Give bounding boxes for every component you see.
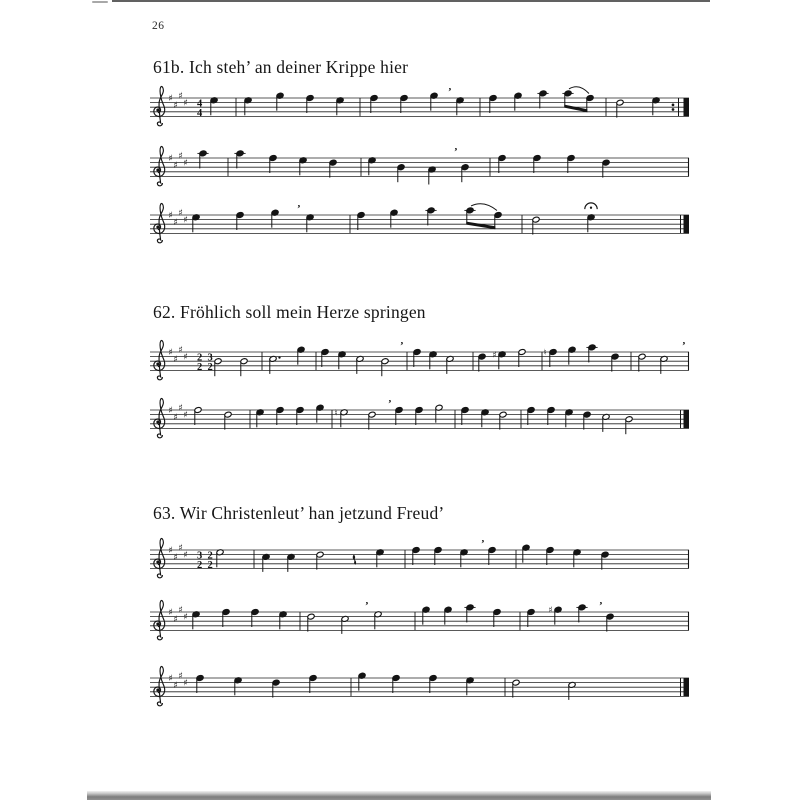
svg-text:♯: ♯ xyxy=(183,352,188,363)
staff-notation xyxy=(148,528,692,592)
treble-clef-icon xyxy=(154,600,165,639)
svg-text:♯: ♯ xyxy=(183,612,188,623)
svg-text:♮: ♮ xyxy=(543,348,547,358)
svg-text:♯: ♯ xyxy=(173,412,178,423)
staff-notation xyxy=(148,136,692,200)
svg-text:♯: ♯ xyxy=(178,345,183,356)
svg-text:♯: ♯ xyxy=(173,100,178,111)
svg-text:♯: ♯ xyxy=(173,160,178,171)
svg-text:♯: ♯ xyxy=(168,348,173,358)
song-title-61b: 61b. Ich steh’ an deiner Krippe hier xyxy=(153,57,409,77)
svg-text:♯: ♯ xyxy=(168,154,173,164)
svg-text:♯: ♯ xyxy=(168,674,173,684)
svg-text:3: 3 xyxy=(207,352,213,364)
treble-clef-icon xyxy=(154,86,165,125)
page-number: 26 xyxy=(152,20,165,32)
svg-text:’: ’ xyxy=(454,146,458,158)
svg-text:2: 2 xyxy=(197,361,203,373)
scan-bottom-page-edge xyxy=(87,791,711,800)
staff-notation xyxy=(148,388,692,452)
svg-text:♯: ♯ xyxy=(178,403,183,414)
svg-text:’: ’ xyxy=(448,86,452,98)
svg-text:♯: ♯ xyxy=(173,354,178,365)
svg-text:2: 2 xyxy=(207,559,213,571)
svg-text:♯: ♯ xyxy=(183,98,188,109)
fermata-icon xyxy=(585,203,597,209)
staff-notation xyxy=(148,590,692,654)
song-title-62: 62. Fröhlich soll mein Herze springen xyxy=(153,302,426,322)
svg-text:♮: ♮ xyxy=(334,408,338,419)
treble-clef-icon xyxy=(154,146,165,185)
staff-notation xyxy=(148,330,692,394)
treble-clef-icon xyxy=(154,340,165,379)
svg-text:2: 2 xyxy=(197,352,203,364)
svg-text:♯: ♯ xyxy=(183,550,188,561)
svg-text:♯: ♯ xyxy=(548,605,553,616)
svg-text:♯: ♯ xyxy=(183,215,188,226)
svg-text:♯: ♯ xyxy=(183,678,188,689)
svg-text:♯: ♯ xyxy=(178,151,183,162)
svg-text:♯: ♯ xyxy=(178,91,183,102)
svg-text:♯: ♯ xyxy=(173,680,178,691)
svg-text:♯: ♯ xyxy=(173,217,178,228)
treble-clef-icon xyxy=(154,666,165,705)
svg-text:’: ’ xyxy=(599,600,603,612)
treble-clef-icon xyxy=(154,398,165,437)
svg-text:♯: ♯ xyxy=(178,208,183,219)
staff-notation xyxy=(148,193,692,257)
svg-text:♯: ♯ xyxy=(178,605,183,616)
quarter-rest-icon xyxy=(353,555,356,565)
svg-text:’: ’ xyxy=(481,538,485,550)
svg-text:’: ’ xyxy=(365,600,369,612)
svg-text:♯: ♯ xyxy=(178,543,183,554)
staff-notation xyxy=(148,76,692,140)
svg-text:♯: ♯ xyxy=(183,158,188,169)
svg-text:♯: ♯ xyxy=(178,671,183,682)
svg-text:♯: ♯ xyxy=(183,410,188,421)
svg-text:♯: ♯ xyxy=(173,552,178,563)
song-title-63: 63. Wir Christenleut’ han jetzund Freud’ xyxy=(153,503,445,523)
svg-text:’: ’ xyxy=(297,203,301,215)
svg-text:♯: ♯ xyxy=(168,406,173,416)
svg-text:’: ’ xyxy=(400,340,404,352)
svg-text:2: 2 xyxy=(207,361,213,373)
svg-text:♯: ♯ xyxy=(492,350,497,361)
svg-text:♯: ♯ xyxy=(168,546,173,556)
scan-top-edge-mark xyxy=(92,1,108,3)
treble-clef-icon xyxy=(154,538,165,577)
svg-text:3: 3 xyxy=(197,550,203,562)
svg-text:’: ’ xyxy=(682,340,686,352)
svg-text:♯: ♯ xyxy=(173,614,178,625)
svg-text:’: ’ xyxy=(388,398,392,410)
svg-text:2: 2 xyxy=(197,559,203,571)
svg-text:4: 4 xyxy=(197,107,203,119)
svg-text:♯: ♯ xyxy=(168,94,173,104)
svg-text:4: 4 xyxy=(197,98,203,110)
treble-clef-icon xyxy=(154,203,165,242)
svg-text:♯: ♯ xyxy=(168,608,173,618)
scan-top-edge-line xyxy=(112,0,710,2)
staff-notation xyxy=(148,656,692,720)
svg-text:2: 2 xyxy=(207,550,213,562)
svg-text:♯: ♯ xyxy=(168,211,173,221)
